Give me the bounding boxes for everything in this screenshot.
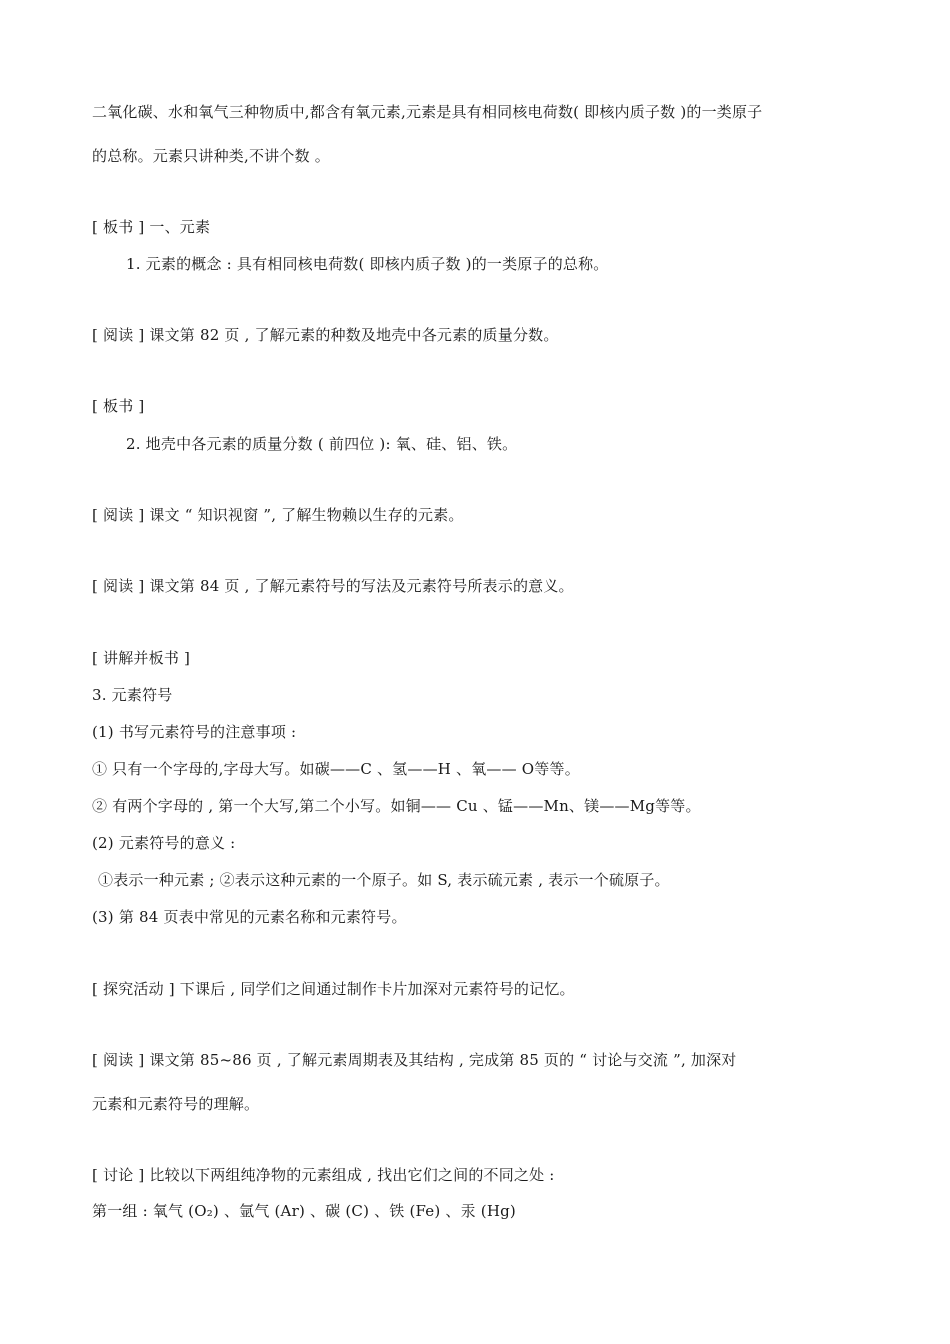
- reading-note: [ 阅读 ] 课文 “ 知识视窗 ”, 了解生物赖以生存的元素。: [92, 506, 464, 524]
- reading-note: [ 阅读 ] 课文第 85~86 页 , 了解元素周期表及其结构 , 完成第 85 页的 “ 讨论与交流 ”, 加深对: [92, 1051, 737, 1069]
- reading-note: [ 阅读 ] 课文第 82 页 , 了解元素的种数及地壳中各元素的质量分数。: [92, 326, 559, 344]
- sub-item: (3) 第 84 页表中常见的元素名称和元素符号。: [92, 908, 407, 926]
- group-item: 第一组 : 氧气 (O₂) 、氩气 (Ar) 、碳 (C) 、铁 (Fe) 、汞 (Hg): [92, 1202, 516, 1220]
- discussion-note: [ 讨论 ] 比较以下两组纯净物的元素组成 , 找出它们之间的不同之处 :: [92, 1166, 555, 1184]
- sub-item: ② 有两个字母的 , 第一个大写,第二个小写。如铜—— Cu 、锰——Mn、镁——Mg等等。: [92, 797, 701, 815]
- section-heading: 3. 元素符号: [92, 686, 173, 704]
- board-heading: [ 板书 ]: [92, 397, 145, 415]
- paragraph-line: 元素和元素符号的理解。: [92, 1095, 260, 1113]
- board-heading: [ 讲解并板书 ]: [92, 649, 191, 667]
- activity-note: [ 探究活动 ] 下课后 , 同学们之间通过制作卡片加深对元素符号的记忆。: [92, 980, 575, 998]
- reading-note: [ 阅读 ] 课文第 84 页 , 了解元素符号的写法及元素符号所表示的意义。: [92, 577, 574, 595]
- numbered-item: 2. 地壳中各元素的质量分数 ( 前四位 ): 氧、硅、铝、铁。: [126, 435, 518, 453]
- paragraph-line: 二氧化碳、水和氧气三种物质中,都含有氧元素,元素是具有相同核电荷数( 即核内质子数 )的一类原子: [92, 103, 763, 121]
- sub-item: ①表示一种元素 ; ②表示这种元素的一个原子。如 S, 表示硫元素 , 表示一个硫原子。: [98, 871, 670, 889]
- sub-item: ① 只有一个字母的,字母大写。如碳——C 、氢——H 、氧—— O等等。: [92, 760, 580, 778]
- numbered-item: 1. 元素的概念 : 具有相同核电荷数( 即核内质子数 )的一类原子的总称。: [126, 255, 609, 273]
- paragraph-line: 的总称。元素只讲种类,不讲个数 。: [92, 147, 330, 165]
- sub-item: (2) 元素符号的意义 :: [92, 834, 236, 852]
- sub-item: (1) 书写元素符号的注意事项 :: [92, 723, 297, 741]
- board-heading: [ 板书 ] 一、元素: [92, 218, 211, 236]
